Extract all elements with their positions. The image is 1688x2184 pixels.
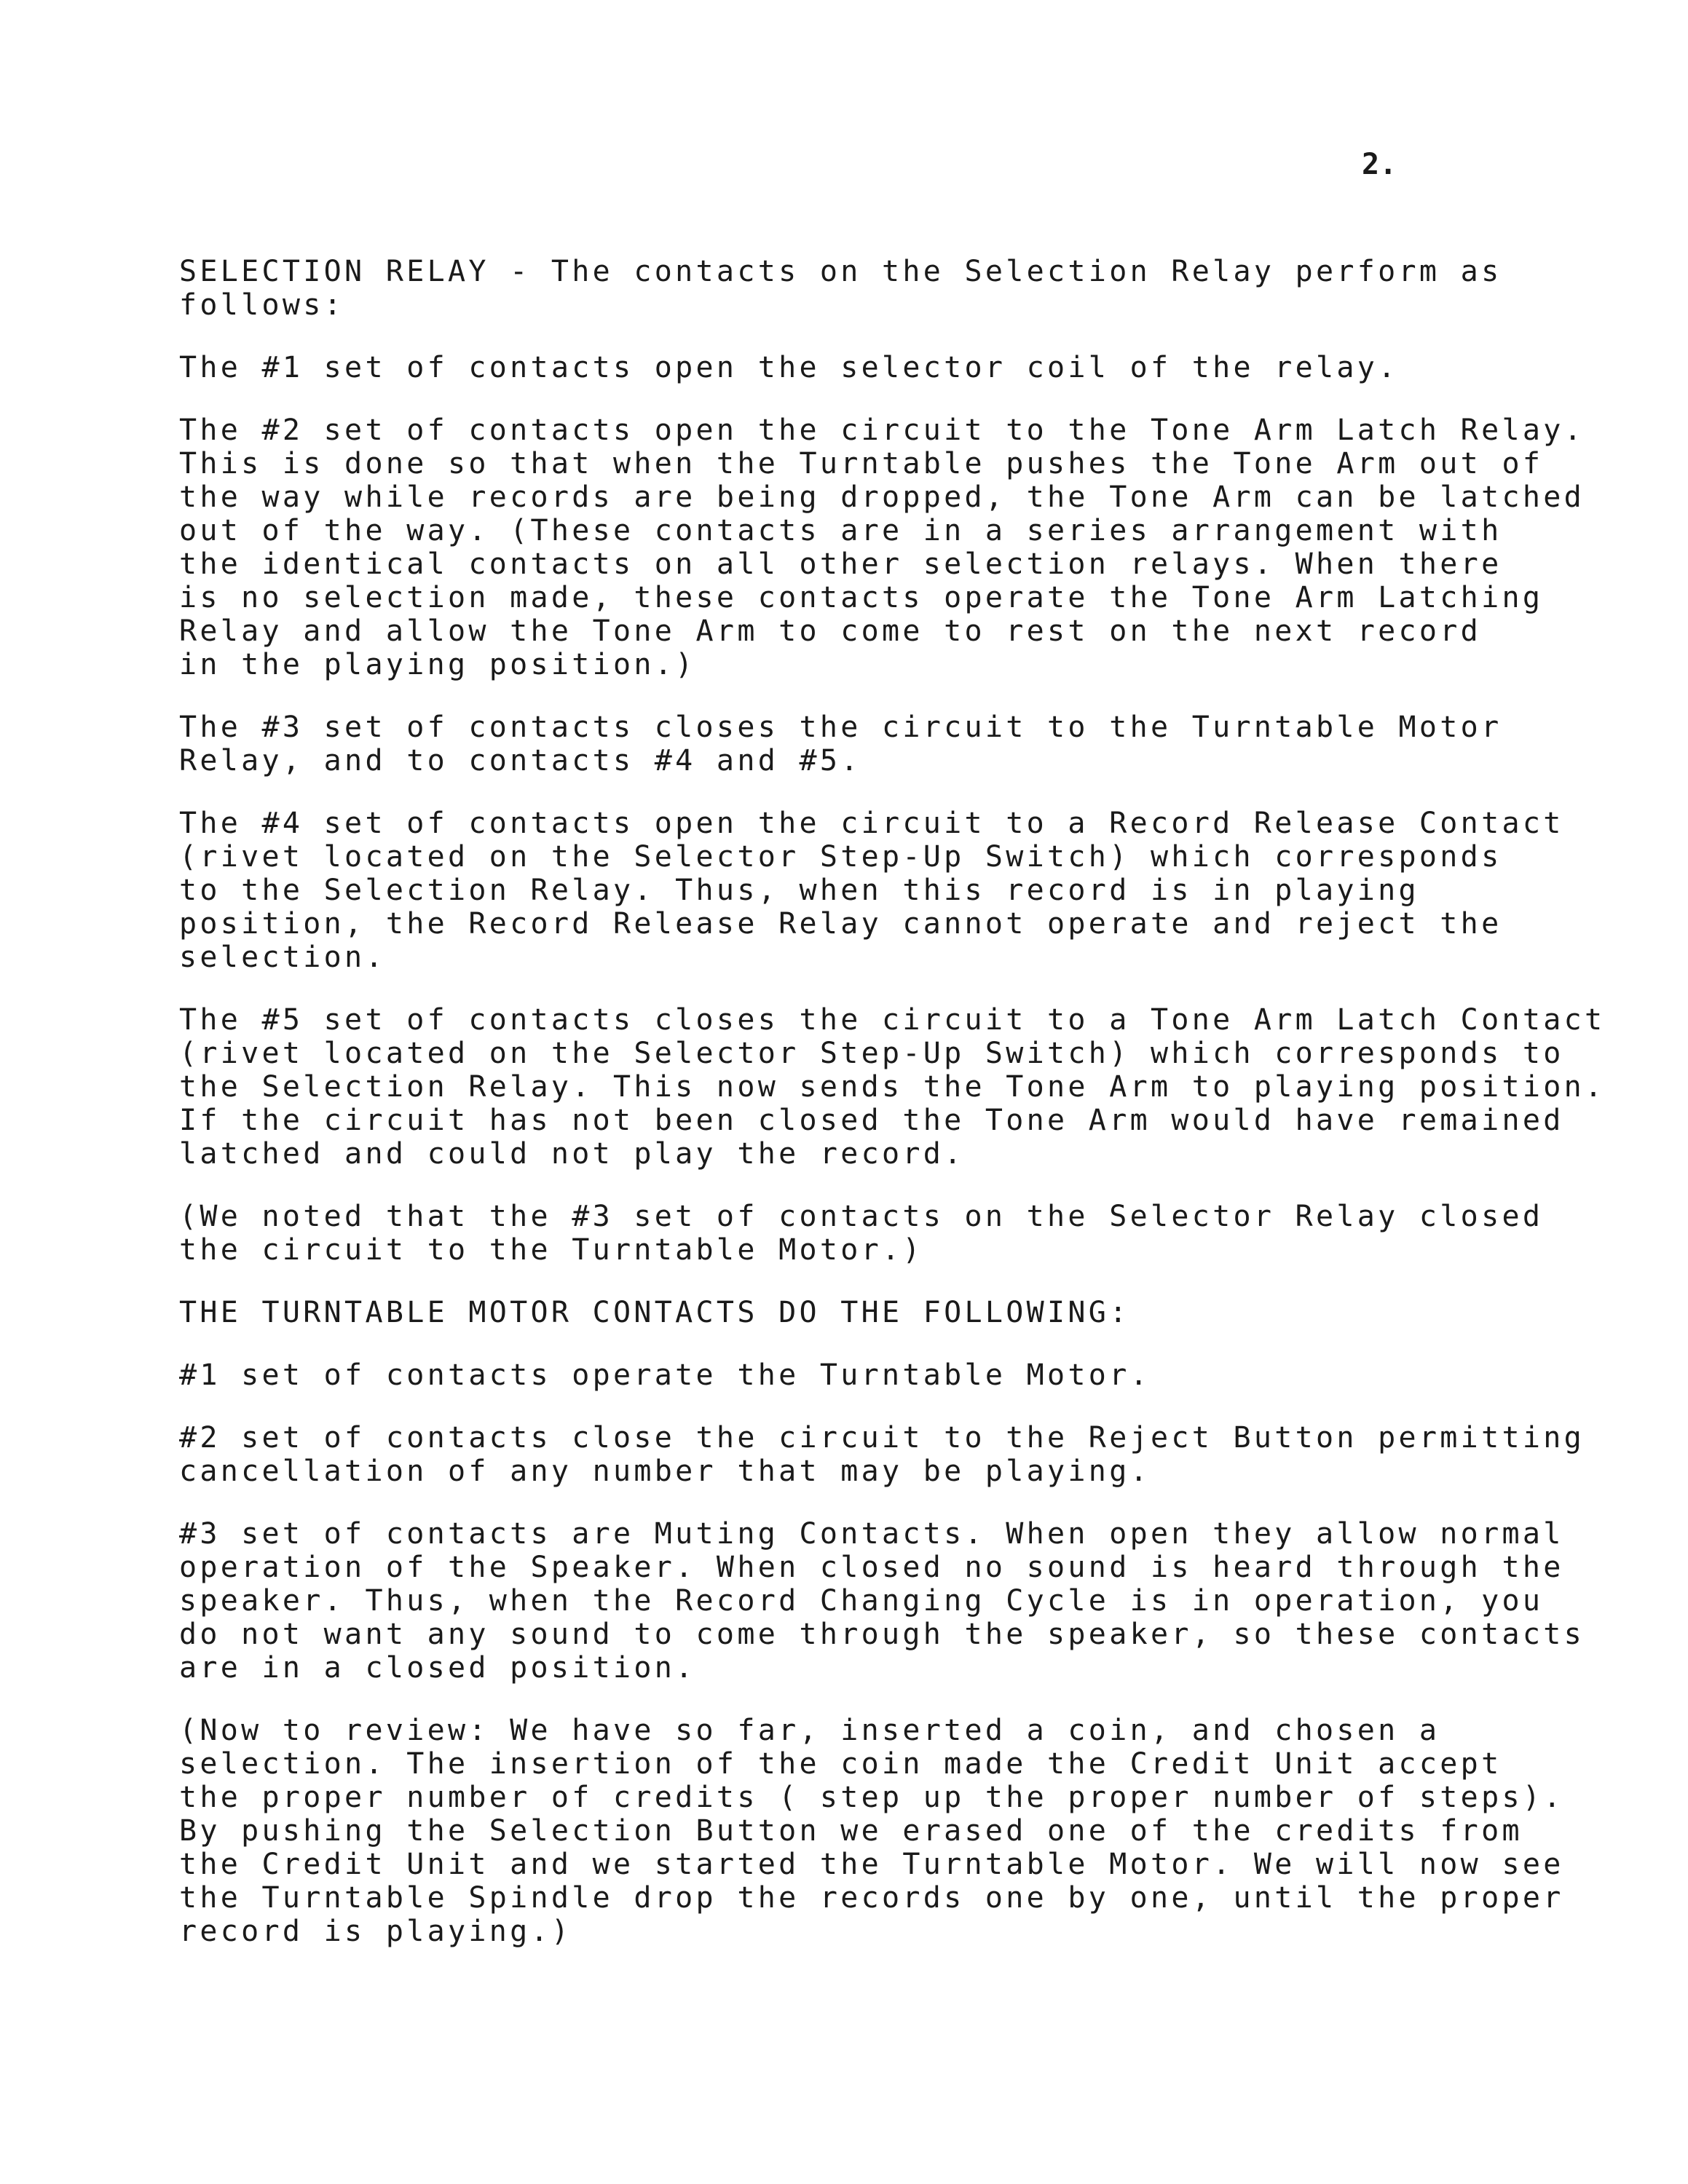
motor-contact-2: #2 set of contacts close the circuit to the Reject Button permitting cancellation of any number that may be playing. (179, 1421, 1585, 1488)
selection-contact-5: The #5 set of contacts closes the circuit to a Tone Arm Latch Contact (rivet located on the Selector Step-Up Switch) which corresponds to the Selection Relay. This now sends the Tone Arm to playing position. If the circuit has not been closed the Tone Arm would have remained latched and could not play the record. (179, 1003, 1606, 1171)
selection-contact-1: The #1 set of contacts open the selector coil of the relay. (179, 351, 1399, 384)
page-number: 2. (1362, 148, 1397, 181)
note-paragraph: (We noted that the #3 set of contacts on the Selector Relay closed the circuit to the Turntable Motor.) (179, 1200, 1544, 1267)
motor-contact-3: #3 set of contacts are Muting Contacts. When open they allow normal operation of the Speaker. When closed no sound is heard through the speaker. Thus, when the Record Changing Cycle is in operation, you do not want any sound to come through the speaker, so these contacts are in a closed position. (179, 1517, 1585, 1685)
review-paragraph: (Now to review: We have so far, inserted a coin, and chosen a selection. The insertion of the coin made the Credit Unit accept the proper number of credits ( step up the proper number of steps). By pushing the Selection Button we erased one of the credits from the Credit Unit and we started the Turntable Motor. We will now see the Turntable Spindle drop the records one by one, until the proper record is playing.) (179, 1714, 1564, 1948)
selection-contact-3: The #3 set of contacts closes the circuit to the Turntable Motor Relay, and to contacts #4 and #5. (179, 711, 1502, 778)
selection-contact-4: The #4 set of contacts open the circuit to a Record Release Contact (rivet located on the Selector Step-Up Switch) which corresponds to the Selection Relay. Thus, when this record is in playing position, the Record Release Relay cannot operate and reject the selection. (179, 807, 1564, 974)
selection-contact-2: The #2 set of contacts open the circuit to the Tone Arm Latch Relay. This is done so that when the Turntable pushes the Tone Arm out of the way while records are being dropped, the Tone Arm can be latched out of the way. (These contacts are in a series arrangement with the identical contacts on all other selection relays. When there is no selection made, these contacts operate the Tone Arm Latching Relay and allow the Tone Arm to come to rest on the next record in the playing position.) (179, 414, 1585, 681)
selection-relay-intro: SELECTION RELAY - The contacts on the Selection Relay perform as follows: (179, 255, 1502, 322)
document-body (179, 255, 1628, 1977)
section-heading: THE TURNTABLE MOTOR CONTACTS DO THE FOLLOWING: (179, 1296, 1130, 1329)
motor-contact-1: #1 set of contacts operate the Turntable Motor. (179, 1358, 1151, 1392)
